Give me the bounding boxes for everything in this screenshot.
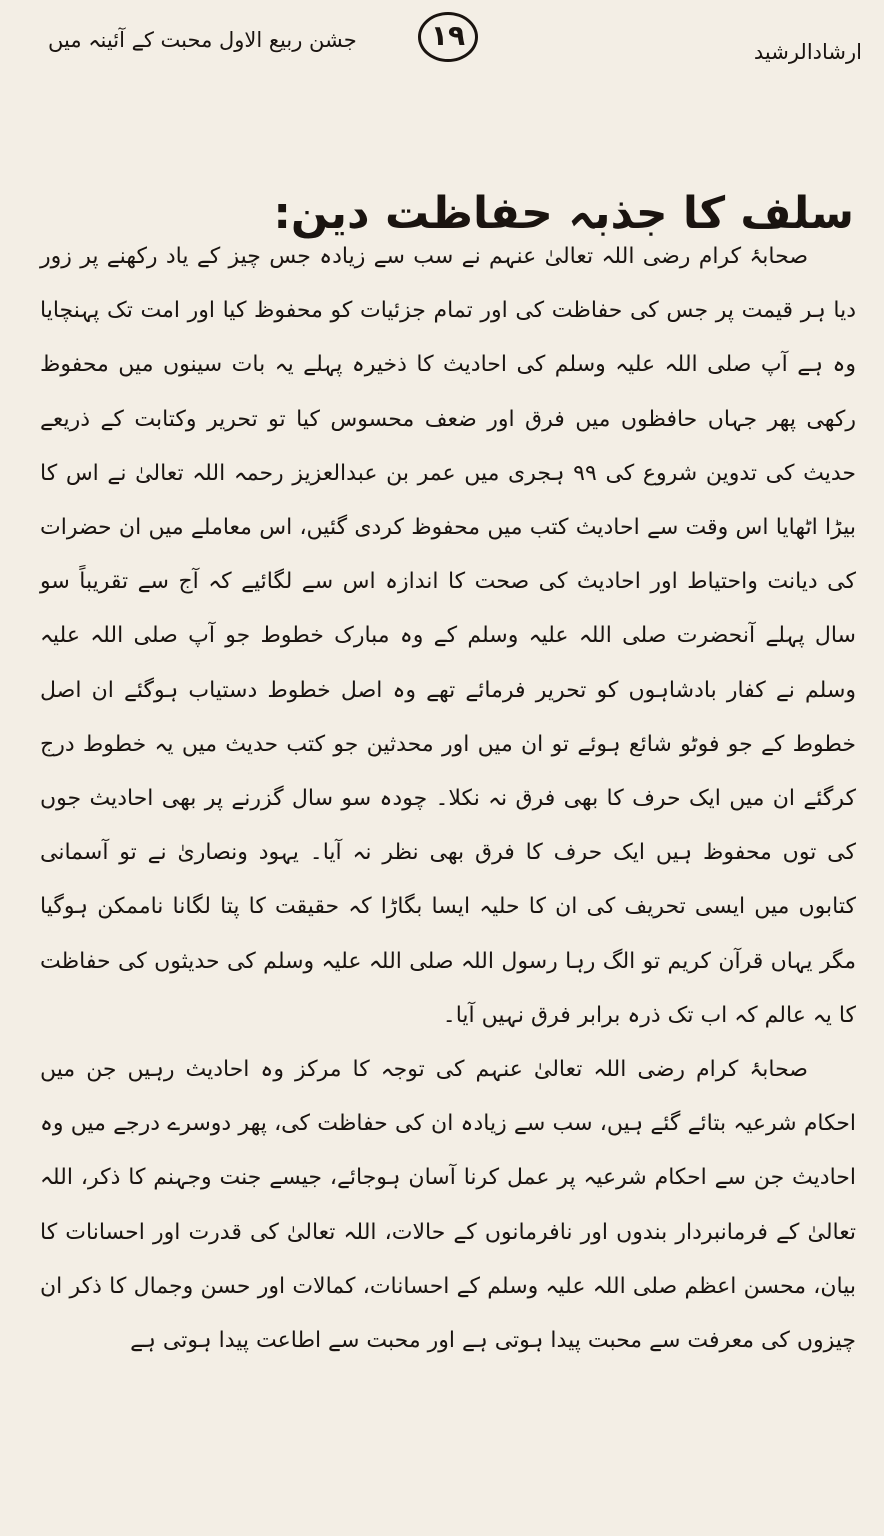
chapter-title: جشن ربیع الاول محبت کے آئینہ میں [48, 28, 357, 52]
body-text [40, 230, 856, 1368]
running-header [0, 10, 884, 80]
paragraph-1: صحابۂ کرام رضی اللہ تعالیٰ عنہم نے سب سے زیادہ جس چیز کے یاد رکھنے پر زور دیا ہر قیمت پر جس کی حفاظت کی اور تمام جزئیات کو محفوظ کیا اور امت تک پہنچایا وہ ہے آپ صلی اللہ علیہ وسلم کی احادیث کا ذخیرہ پہلے یہ بات سینوں میں محفوظ رکھی پھر جہاں حافظوں میں فرق اور ضعف محسوس کیا تو تحریر وکتابت کے ذریعے حدیث کی تدوین شروع کی ۹۹ ہجری میں عمر بن عبدالعزیز رحمہ اللہ تعالیٰ نے اس کا بیڑا اٹھایا اس وقت سے احادیث کتب میں محفوظ کردی گئیں، اس معاملے میں ان حضرات کی دیانت واحتیاط اور احادیث کی صحت کا اندازہ اس سے لگائیے کہ آج سے تقریباً سو سال پہلے آنحضرت صلی اللہ علیہ وسلم کے وہ مبارک خطوط جو آپ صلی اللہ علیہ وسلم نے کفار بادشاہوں کو تحریر فرمائے تھے وہ اصل خطوط دستیاب ہوگئے ان اصل خطوط کے جو فوٹو شائع ہوئے تو ان میں اور محدثین جو کتب حدیث میں یہ خطوط درج کرگئے ان میں ایک حرف کا بھی فرق نہ نکلا۔ چودہ سو سال گزرنے پر بھی احادیث جوں کی توں محفوظ ہیں ایک حرف کا فرق بھی نظر نہ آیا۔ یہود ونصاریٰ نے تو آسمانی کتابوں میں ایسی تحریف کی ان کا حلیہ ایسا بگاڑا کہ حقیقت کا پتا لگانا ناممکن ہوگیا مگر یہاں قرآن کریم تو الگ رہا رسول اللہ صلی اللہ علیہ وسلم کی حدیثوں کی حفاظت کا یہ عالم کہ اب تک ذرہ برابر فرق نہیں آیا۔ [40, 244, 856, 1028]
paragraph-2: صحابۂ کرام رضی اللہ تعالیٰ عنہم کی توجہ کا مرکز وہ احادیث رہیں جن میں احکام شرعیہ بتائے گئے ہیں، سب سے زیادہ ان کی حفاظت کی، پھر دوسرے درجے میں وہ احادیث جن سے احکام شرعیہ پر عمل کرنا آسان ہوجائے، جیسے جنت وجہنم کا ذکر، اللہ تعالیٰ کے فرمانبردار بندوں اور نافرمانوں کے حالات، اللہ تعالیٰ کی قدرت اور احسانات کا بیان، محسن اعظم صلی اللہ علیہ وسلم کے احسانات، کمالات اور حسن وجمال کا ذکر ان چیزوں کی معرفت سے محبت پیدا ہوتی ہے اور محبت سے اطاعت پیدا ہوتی ہے [40, 1057, 856, 1354]
page-number-circle: ۱۹ [418, 12, 478, 62]
book-title: ارشادالرشید [753, 40, 862, 64]
section-heading: سلف کا جذبہ حفاظت دین: [273, 188, 854, 240]
